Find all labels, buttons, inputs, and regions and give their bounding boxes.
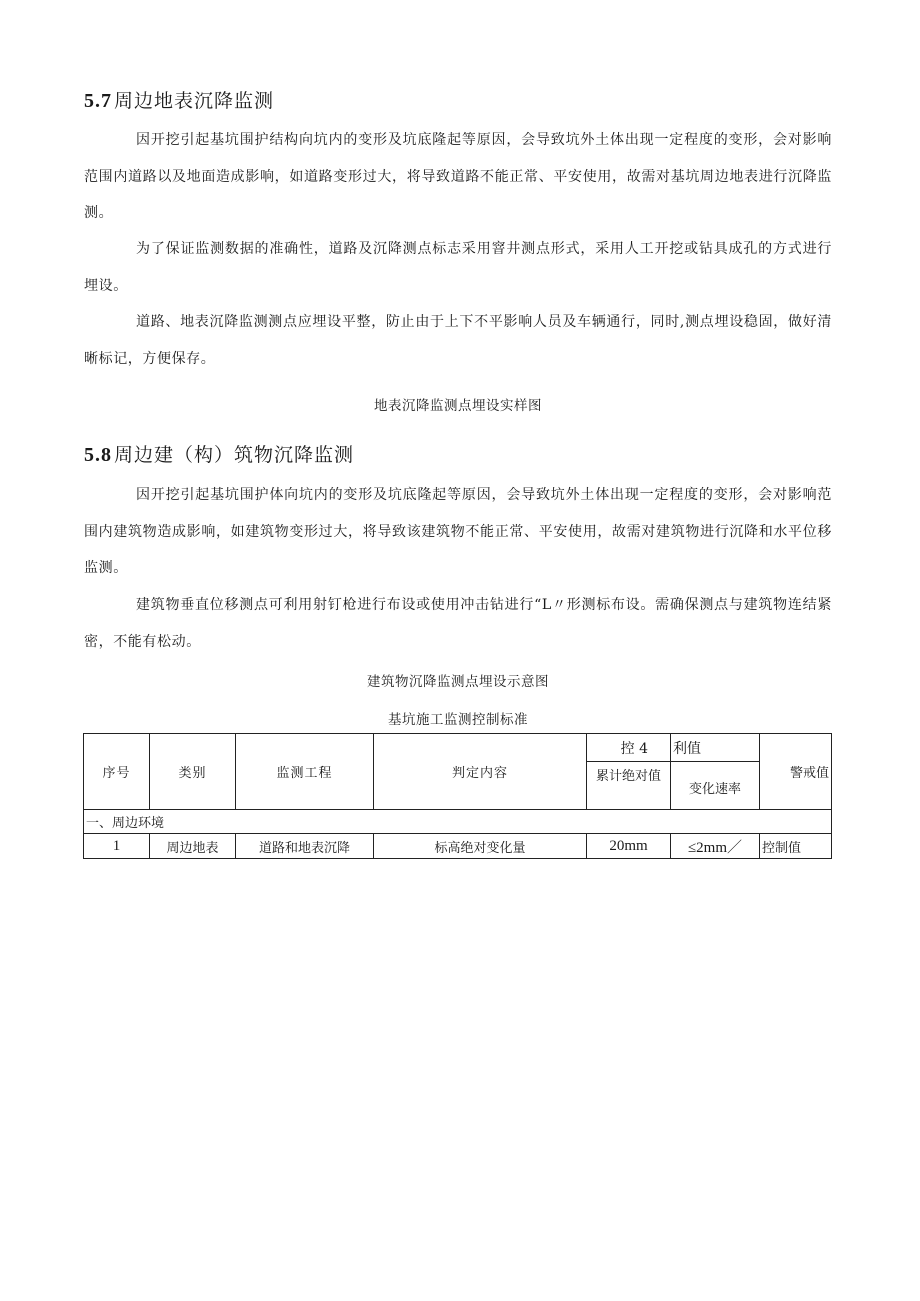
section-number: 5.8	[84, 444, 112, 466]
cell-warning: 控制值	[760, 834, 832, 859]
header-cumulative: 累计绝对值	[587, 762, 671, 810]
cell-category: 周边地表	[150, 834, 236, 859]
header-control-left: 控 4	[587, 734, 671, 762]
cell-index: 1	[84, 834, 150, 859]
paragraph: 建筑物垂直位移测点可利用射钉枪进行布设或使用冲击钻进行“L〃形测标布设。需确保测点与建筑物连结紧密，不能有松动。	[84, 597, 832, 650]
cell-item: 道路和地表沉降	[236, 834, 374, 859]
cell-cumulative: 20mm	[587, 834, 671, 859]
section-heading-5-8	[84, 440, 354, 467]
control-standard-table	[83, 733, 832, 859]
header-category: 类别	[150, 734, 236, 810]
paragraph: 因开挖引起基坑围护体向坑内的变形及坑底隆起等原因，会导致坑外土体出现一定程度的变形，会对影响范围内建筑物造成影响，如建筑物变形过大，将导致该建筑物不能正常、平安使用，故需对建筑物进行沉降和水平位移监测。	[84, 487, 832, 576]
header-criterion: 判定内容	[374, 734, 587, 810]
header-warning: 警戒值	[760, 734, 832, 810]
header-control-right: 利值	[671, 734, 760, 762]
table-title: 基坑施工监测控制标准	[388, 712, 528, 728]
paragraph: 道路、地表沉降监测测点应埋设平整，防止由于上下不平影响人员及车辆通行，同时,测点埋设稳固，做好清晰标记，方便保存。	[84, 314, 832, 367]
section-heading-5-7	[84, 86, 274, 113]
header-item: 监测工程	[236, 734, 374, 810]
section-title: 周边建（构）筑物沉降监测	[114, 444, 355, 466]
table-row	[84, 834, 832, 859]
section-number: 5.7	[84, 90, 112, 112]
table-header-row	[84, 734, 832, 762]
section-title: 周边地表沉降监测	[114, 90, 275, 112]
figure-caption: 地表沉降监测点埋设实样图	[374, 398, 542, 414]
cell-rate: ≤2mm／	[671, 834, 760, 859]
cell-criterion: 标高绝对变化量	[374, 834, 587, 859]
figure-caption: 建筑物沉降监测点埋设示意图	[367, 674, 549, 690]
paragraph: 因开挖引起基坑围护结构向坑内的变形及坑底隆起等原因，会导致坑外土体出现一定程度的变形，会对影响范围内道路以及地面造成影响，如道路变形过大，将导致道路不能正常、平安使用，故需对基坑周边地表进行沉降监测。	[84, 132, 832, 221]
paragraph: 为了保证监测数据的准确性，道路及沉降测点标志采用窨井测点形式，采用人工开挖或钻具成孔的方式进行埋设。	[84, 241, 832, 294]
group-label: 一、周边环境	[84, 810, 832, 834]
table-group-row	[84, 810, 832, 834]
header-rate: 变化速率	[671, 762, 760, 810]
header-index: 序号	[84, 734, 150, 810]
